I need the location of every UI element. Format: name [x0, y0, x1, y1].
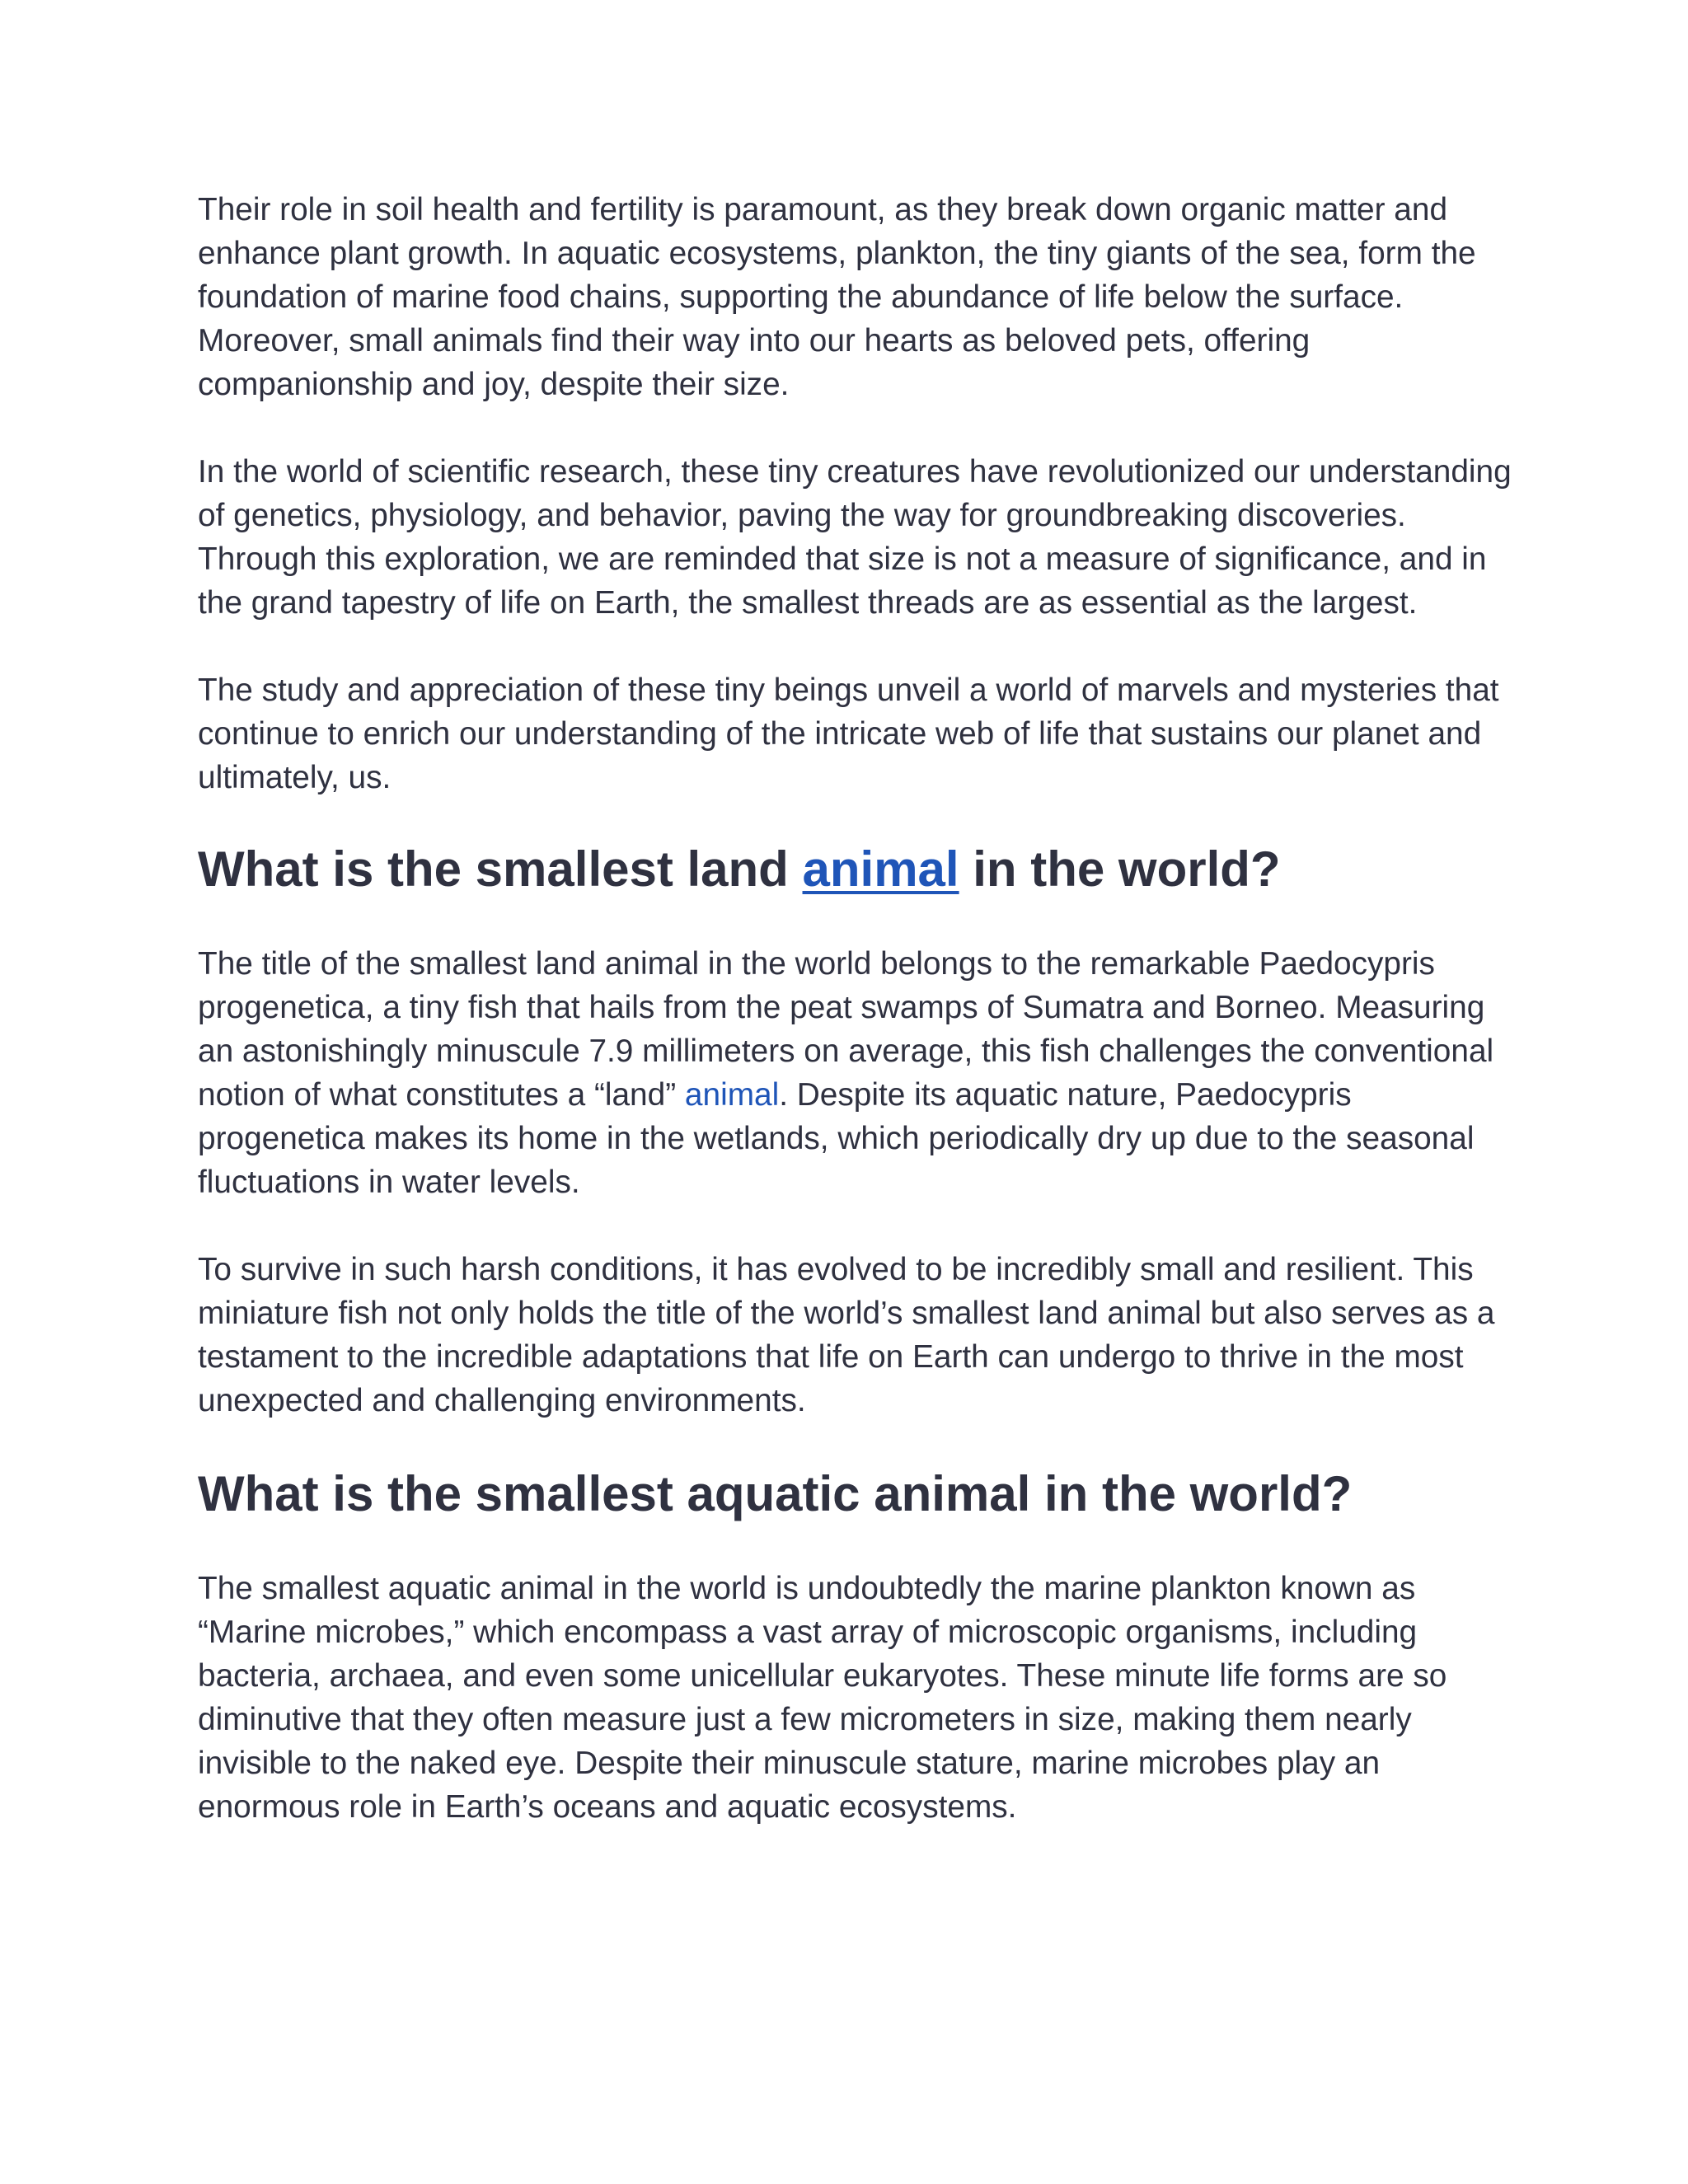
heading-land-text-before: What is the smallest land — [198, 841, 803, 897]
paragraph-soil-health: Their role in soil health and fertility is paramount, as they break down organic matter and enhance plant growth. In aquatic ecosystems, plankton, the tiny giants of the sea, form the foundation of marine food chains, supporting the abundance of life below the surface. Moreover, small animals find their way into our hearts as beloved pets, offering companionship and joy, despite their size. — [198, 192, 1476, 402]
heading-land-text-after: in the world? — [959, 841, 1281, 897]
paragraph-scientific-research: In the world of scientific research, these tiny creatures have revolutionized our understanding of genetics, physiology, and behavior, paving the way for groundbreaking discoveries. Through this exploration, we are reminded that size is not a measure of significance, and in the grand tapestry of life on Earth, the smallest threads are as essential as the largest. — [198, 454, 1512, 621]
document-page — [198, 188, 1517, 1872]
paragraph-marine-microbes: The smallest aquatic animal in the world is undoubtedly the marine plankton known as “Marine microbes,” which encompass a vast array of microscopic organisms, including bacteria, archaea, and even some unicellular eukaryotes. These minute life forms are so diminutive that they often measure just a few micrometers in size, making them nearly invisible to the naked eye. Despite their minuscule stature, marine microbes play an enormous role in Earth’s oceans and aquatic ecosystems. — [198, 1571, 1447, 1825]
animal-link-heading[interactable]: animal — [802, 841, 959, 897]
paragraph-paedocypris — [198, 942, 1517, 1204]
paragraph-survival: To survive in such harsh conditions, it has evolved to be incredibly small and resilient. This miniature fish not only holds the title of the world’s smallest land animal but also serves as a testament to the incredible adaptations that life on Earth can undergo to thrive in the most unexpected and challenging environments. — [198, 1252, 1495, 1418]
heading-smallest-aquatic-animal: What is the smallest aquatic animal in the world? — [198, 1466, 1353, 1521]
heading-smallest-land-animal — [198, 840, 1517, 899]
animal-link-inline[interactable]: animal — [684, 1077, 780, 1113]
paragraph-paedocypris-after: . Despite its aquatic nature, Paedocypris progenetica makes its home in the wetlands, which periodically dry up due to the seasonal fluctuations in water levels. — [198, 1077, 1475, 1200]
paragraph-paedocypris-before: The title of the smallest land animal in the world belongs to the remarkable Paedocypris progenetica, a tiny fish that hails from the peat swamps of Sumatra and Borneo. Measuring an astonishingly minuscule 7.9 millimeters on average, this fish challenges the conventional notion of what constitutes a “land” — [198, 946, 1494, 1113]
paragraph-study-appreciation: The study and appreciation of these tiny beings unveil a world of marvels and mysteries that continue to enrich our understanding of the intricate web of life that sustains our planet and ultimately, us. — [198, 673, 1499, 795]
